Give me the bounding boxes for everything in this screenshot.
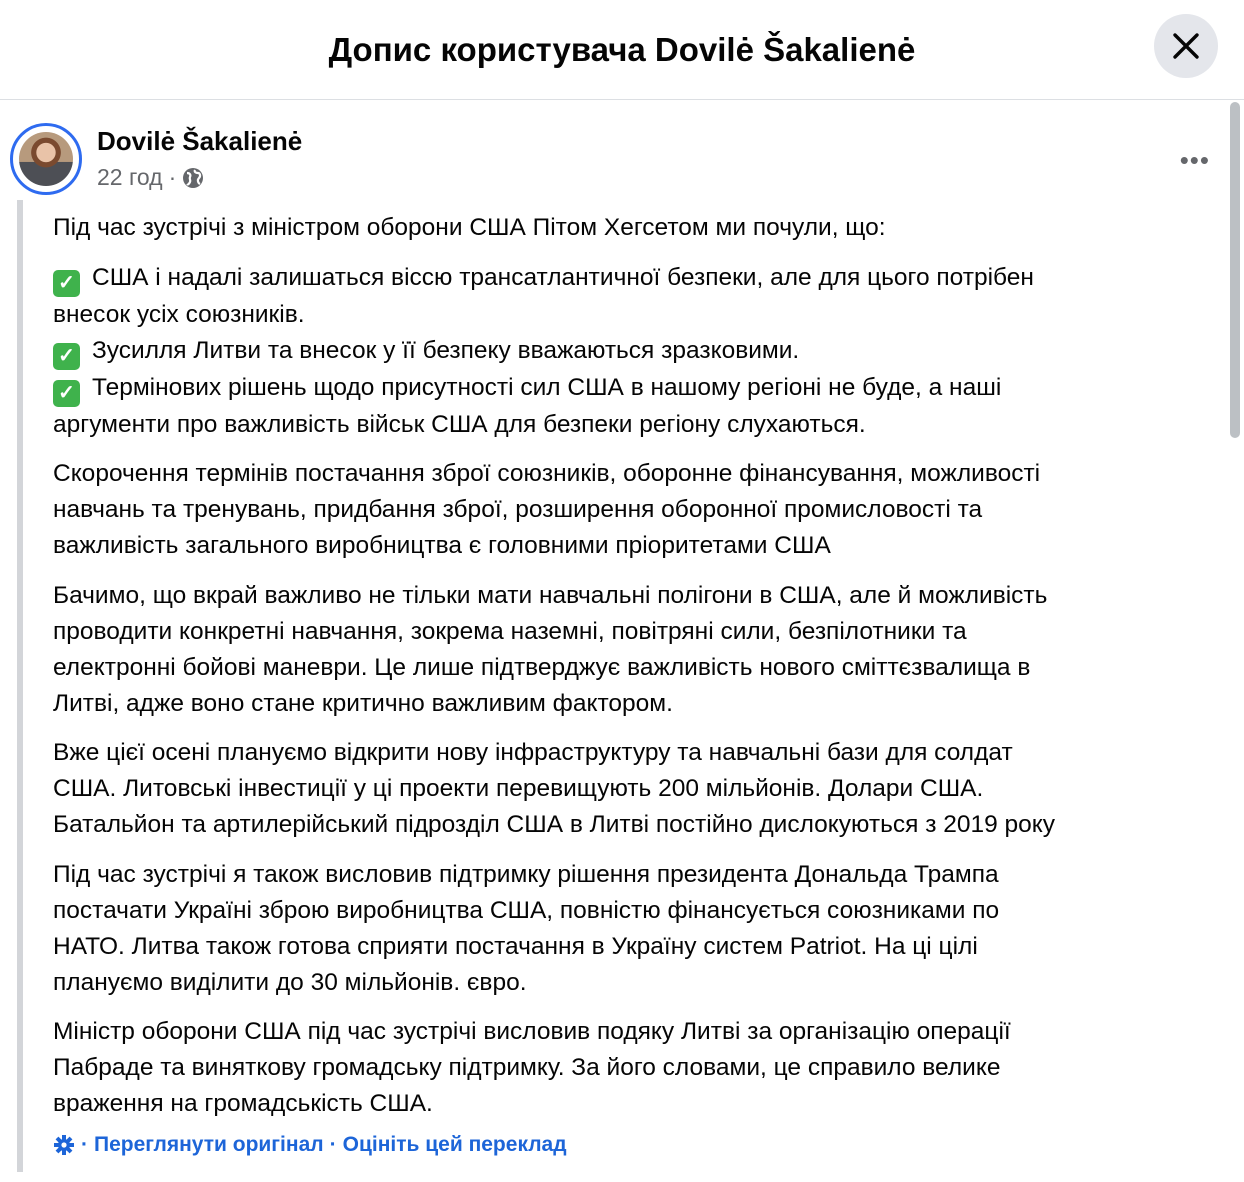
line-text: проводити конкретні навчання, зокрема наземні, повітряні сили, безпілотники та [53,617,967,645]
text-line [53,578,1055,614]
scrollbar[interactable] [1230,102,1240,438]
text-line [53,407,1055,443]
paragraph [53,578,1055,722]
more-options-button[interactable]: ••• [1179,145,1210,175]
post-text [53,210,1055,1136]
text-line [53,857,1055,893]
line-text: плануємо виділити до 30 мільйонів. євро. [53,968,527,996]
check-mark-icon: ✓ [53,343,80,370]
line-text: Під час зустрічі я також висловив підтримку рішення президента Дональда Трампа [53,860,999,888]
text-line [53,735,1055,771]
text-line [53,893,1055,929]
line-text: враження на громадськість США. [53,1090,433,1117]
text-line [53,210,1055,246]
paragraph [53,857,1055,1001]
text-line [53,260,1055,297]
line-text: Міністр оборони США під час зустрічі висловив подяку Литві за організацію операції [53,1018,1011,1045]
line-text: Під час зустрічі з міністром оборони США Пітом Хегсетом ми почули, що: [53,214,886,241]
line-text: електронні бойові маневри. Це лише підтверджує важливість нового сміттєзвалища в [53,653,1031,681]
line-text: Зусилля Литви та внесок у її безпеку вважаються зразковими. [92,336,800,364]
line-text: аргументи про важливість військ США для безпеки регіону слухаються. [53,410,866,438]
post-time[interactable]: 22 год [97,164,163,190]
line-text: навчань та тренувань, придбання зброї, розширення оборонної промисловості та [53,496,983,523]
text-line [53,929,1055,965]
translation-quote-bar [17,200,23,1172]
line-text: Литві, адже воно стане критично важливим фактором. [53,689,673,717]
text-line [53,650,1055,686]
text-line [53,456,1055,492]
text-line [53,965,1055,1001]
line-text: внесок усіх союзників. [53,300,305,328]
globe-icon [182,167,204,189]
footer-separator: · [329,1133,337,1156]
meta-separator: · [168,164,177,190]
view-original-link[interactable]: Переглянути оригінал [94,1133,324,1156]
line-text: Бачимо, що вкрай важливо не тільки мати навчальні полігони в США, але й можливість [53,581,1048,609]
text-line [53,528,1055,564]
line-text: Вже цієї осені плануємо відкрити нову інфраструктуру та навчальні бази для солдат [53,739,1013,766]
line-text: Батальйон та артилерійський підрозділ США в Литві постійно дислокуються з 2019 року [53,811,1056,838]
line-text: Пабраде та виняткову громадську підтримку. За його словами, це справило велике [53,1054,1001,1081]
line-text: США. Литовські інвестиції у ці проекти перевищують 200 мільйонів. Долари США. [53,775,984,802]
text-line [53,771,1055,807]
paragraph [53,1014,1055,1122]
post-meta [97,164,204,191]
footer-separator: · [81,1133,88,1156]
line-text: НАТО. Литва також готова сприяти постачання в Україну систем Patriot. На ці цілі [53,932,978,960]
text-line [53,614,1055,650]
close-button[interactable] [1154,14,1218,78]
author-avatar[interactable] [10,123,82,195]
line-text: постачати Україні зброю виробництва США, повністю фінансується союзниками по [53,896,1000,924]
paragraph [53,735,1055,843]
paragraph [53,210,1055,246]
text-line [53,1014,1055,1050]
close-icon [1172,32,1200,60]
line-text: Скорочення термінів постачання зброї союзників, оборонне фінансування, можливості [53,460,1041,487]
check-mark-icon: ✓ [53,380,80,407]
text-line [53,333,1055,370]
avatar-image [19,132,73,186]
line-text: важливість загального виробництва є головними пріоритетами США [53,532,831,559]
line-text: Термінових рішень щодо присутності сил США в нашому регіоні не буде, а наші [92,373,1002,401]
text-line [53,297,1055,333]
settings-gear-icon[interactable] [53,1134,75,1156]
paragraph [53,260,1055,443]
text-line [53,807,1055,843]
text-line [53,1050,1055,1086]
text-line [53,686,1055,722]
translation-footer [53,1133,567,1157]
dialog-title: Допис користувача Dovilė Šakalienė [328,30,916,68]
paragraph [53,456,1055,564]
text-line [53,492,1055,528]
text-line [53,1086,1055,1122]
text-line [53,370,1055,407]
check-mark-icon: ✓ [53,270,80,297]
dialog-header [0,0,1244,100]
rate-translation-link[interactable]: Оцініть цей переклад [342,1133,567,1156]
author-name[interactable]: Dovilė Šakalienė [97,126,303,156]
line-text: США і надалі залишаться віссю трансатлантичної безпеки, але для цього потрібен [92,263,1034,291]
